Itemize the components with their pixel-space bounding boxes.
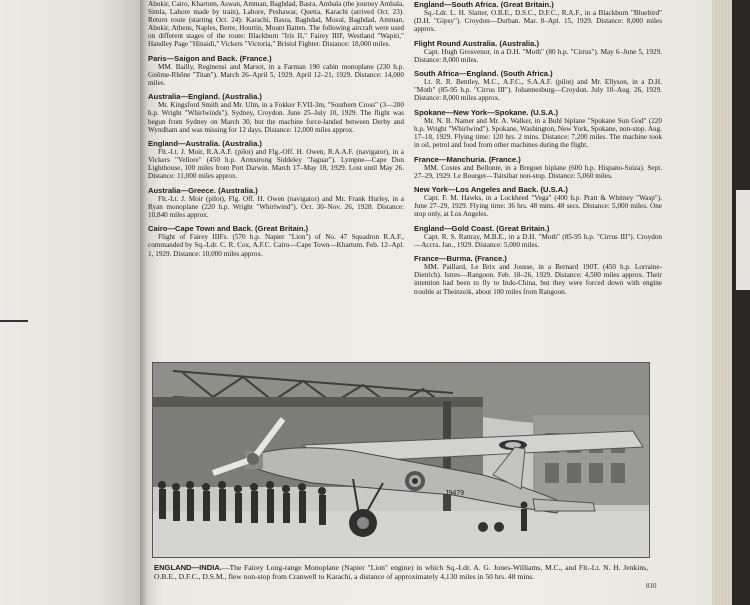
entry-text: Mr. Kingsford Smith and Mr. Ulm, in a Fokker F.VII-3m, "Southern Cross" (3—200 h.p. Wright "Whirlwinds"). Sydney, Croydon. June 25–July 10, 1929. The flight was begun from Sydney on March 30, but the machine force-landed between Derby and Wyndham and was missing for 12 days. Distance: 12,000 miles approx. [148, 101, 404, 134]
entry-heading: Spokane—New York—Spokane. (U.S.A.) [414, 107, 559, 117]
serial-number: J9479 [445, 490, 465, 497]
caption-text: —The Fairey Long-range Monoplane (Napier "Lion" engine) in which Sq.-Ldr. A. G. Jones-Williams, M.C., and Flt.-Lt. N. H. Jenkins, O.B.E., D.F.C., D.S.M., flew non-stop from Cranwell to Karachi, a distance of approximately 4,130 miles in 50 hrs. 48 mins. [154, 563, 648, 582]
entry-text: Lt. R. R. Bentley, M.C., A.F.C., S.A.A.F. (pilot) and Mr. Ellyson, in a D.H. "Moth" (85-95 h.p. "Cirrus III"). Johannesburg—Croydon. July 10–Aug. 26, 1929. Distance: 8,000 miles approx. [414, 78, 662, 103]
entry-text: MM. Costes and Bellonte, in a Breguet biplane (600 h.p. Hispano-Suiza). Sept. 27–29, 1929. Le Bourget—Tsitsihar non-stop. Distance: 5,060 miles. [414, 163, 662, 180]
facing-page [0, 0, 140, 605]
entry-france-manchuria [414, 155, 662, 180]
entry-paris-saigon [148, 54, 404, 87]
entry-cairo-capetown [148, 224, 404, 257]
entry-heading: England—Gold Coast. (Great Britain.) [414, 223, 550, 233]
entry-round-australia [414, 39, 662, 64]
entry-heading: Flight Round Australia. (Australia.) [414, 38, 540, 48]
entry-heading: France—Burma. (France.) [414, 254, 507, 264]
entry-heading: South Africa—England. (South Africa.) [414, 69, 553, 79]
entry-continued [148, 0, 404, 48]
entry-heading: Australia—Greece. (Australia.) [148, 185, 258, 195]
entry-south-africa-england [414, 69, 662, 102]
entry-text: Sq.-Ldr. L. H. Slatter, O.B.E., D.S.C., D.F.C., R.A.F., in a Blackburn "Bluebird" (D.H. "Gipsy"). Croydon—Durban. Mar. 8–Apl. 15, 1929. Distance: 8,000 miles approx. [414, 9, 662, 34]
entry-text: Mr. N. B. Namer and Mr. A. Walker, in a Buhl biplane "Spokane Sun God" (220 h.p. Wright "Whirlwind"). Spokane, Washington, New York, Spokane, non-stop. Aug. 17–18, 1929. Flying time: 120 hrs. 2 mins. Distance: 7,200 miles. The machine took in oil, petrol and food from other machines during the flight. [414, 116, 662, 150]
entry-heading: Australia—England. (Australia.) [148, 92, 262, 102]
entry-heading: Cairo—Cape Town and Back. (Great Britain.) [148, 224, 309, 234]
entry-spokane-new-york [414, 108, 662, 149]
entry-text: Capt. Hugh Grosvenor, in a D.H. "Moth" (80 h.p. "Cirrus"). May 6–June 5, 1929. Distance: 8,000 miles. [414, 47, 662, 64]
entry-text: Capt. R. S. Rattray, M.B.E., in a D.H. "Moth" (85-95 h.p. "Cirrus III"). Croydon—Accra. Jan., 1929. Distance: 5,000 miles. [414, 232, 662, 249]
entry-text: Capt. F. M. Hawks, in a Lockheed "Vega" (400 h.p. Pratt & Whitney "Wasp"). June 27–29, 1929. Flying time: 36 hrs. 48 mins. 48 secs. Distance: 5,000 miles. One stop only, at Los Angeles. [414, 194, 662, 219]
entry-england-australia [148, 139, 404, 180]
left-column [148, 0, 404, 263]
entry-france-burma [414, 254, 662, 295]
entry-england-gold-coast [414, 224, 662, 249]
entry-heading: New York—Los Angeles and Back. (U.S.A.) [414, 185, 568, 195]
photo-caption [154, 563, 648, 582]
entry-text: MM. Bailly, Reginensi and Marsot, in a Farman 190 cabin monoplane (230 h.p. Gnôme-Rhône "Titan"). March 26–April 5, 1929. April 12–21, 1929. Distance: 14,000 miles. [148, 62, 404, 87]
entry-text: Flt.-Lt. J. Moir (pilot), Flg. Off. H. Owen (navigator) and Mr. Frank Hurley, in a Ryan monoplane (220 h.p. Wright "Whirlwind"). Oct. 30–Nov. 26, 1928. Distance: 10,840 miles approx. [148, 194, 404, 219]
right-column [414, 0, 662, 301]
entry-text: Flight of Fairey IIIFs. (570 h.p. Napier "Lion") of No. 47 Squadron R.A.F., commanded by Sq.-Ldr. C. R. Cox, A.F.C. Cairo—Cape Town—Khartum. Feb. 12–Apl. 1, 1929. Distance: 10,000 miles approx. [148, 233, 404, 258]
caption-heading: ENGLAND—INDIA. [154, 563, 222, 572]
entry-heading: France—Manchuria. (France.) [414, 154, 521, 164]
entry-australia-england [148, 92, 404, 133]
entry-text: Abukir, Cairo, Khartum, Aswan, Amman, Baghdad, Basra, Ambala (the journey Ambala, Simla, Lahore made by train), Lahore, Peshawar, Quetta, Karachi (arrived Oct. 23). Return route (starting Oct. 24): Karachi, Basra, Baghdad, Mosul, Baghdad, Amman, Abukir, Athens, Naples, Berre, Hourtin, Mount Batten. The following aircraft were used on different stages of the route: Blackburn "Iris II," Fairey IIIF, Westland "Wapiti," Handley Page "Hinaidi," Vickers "Victoria," Bristol Fighter. Distance: 18,000 miles. [148, 0, 405, 49]
cover-strip [736, 190, 750, 290]
page-edges [712, 0, 732, 605]
entry-heading: England—Australia. (Australia.) [148, 139, 262, 149]
entry-australia-greece [148, 186, 404, 219]
aircraft-photo [152, 362, 650, 558]
entry-england-south-africa [414, 0, 662, 33]
entry-heading: England—South Africa. (Great Britain.) [414, 0, 554, 9]
entry-new-york-los-angeles [414, 185, 662, 218]
facing-page-mark [0, 320, 28, 322]
entry-text: Flt.-Lt. J. Moir, R.A.A.F. (pilot) and Flg.-Off. H. Owen, R.A.A.F. (navigator), in a Vickers "Vellore" (450 h.p. Armstrong Siddeley "Jaguar"). Lympne—Cape Don Lighthouse, 100 miles from Port Darwin. March 17–May 18, 1929. Lost until May 26. Distance: 11,000 miles approx. [148, 148, 404, 181]
entry-text: MM. Paillard, Le Brix and Jousse, in a Bernard 190T. (450 h.p. Lorraine-Dietrich). Istres—Rangoon. Feb. 18–26, 1929. Distance: 4,500 miles approx. Their intention had been to fly to Indo-China, but they were forced down with engine trouble at Theinzeik, about 100 miles from Rangoon. [414, 263, 662, 296]
book-cover-edge [732, 0, 750, 605]
aircraft-illustration [153, 363, 649, 557]
entry-heading: Paris—Saigon and Back. (France.) [148, 53, 272, 63]
page-number: 810 [646, 582, 657, 590]
